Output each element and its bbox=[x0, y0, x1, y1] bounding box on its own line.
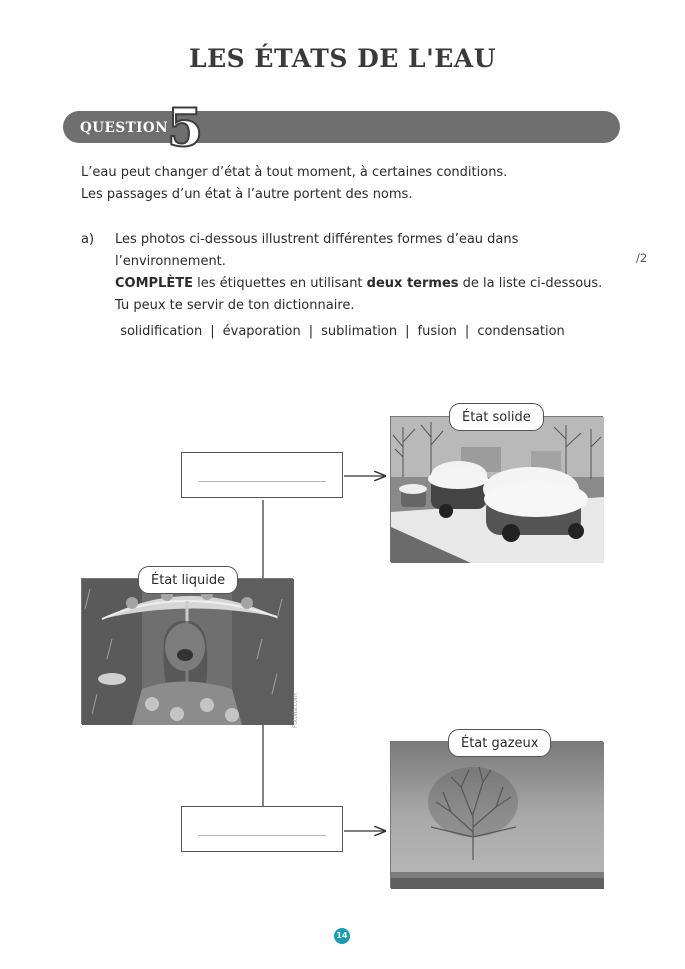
word-item: fusion bbox=[417, 324, 457, 339]
label-gas-state: État gazeux bbox=[448, 729, 551, 757]
word-separator: | bbox=[210, 324, 215, 339]
word-separator: | bbox=[308, 324, 314, 339]
photo-credit: Fotolia.com bbox=[292, 693, 299, 728]
photo-fog-tree bbox=[390, 741, 603, 888]
intro-line-2: Les passages d’un état à l’autre portent des noms. bbox=[81, 187, 413, 202]
question-label: QUESTION bbox=[80, 120, 169, 136]
page-number: 14 bbox=[334, 928, 350, 944]
word-item: sublimation bbox=[321, 324, 398, 339]
answer-line bbox=[198, 481, 326, 482]
instruction-text-end: de la liste ci-dessous. bbox=[458, 276, 603, 291]
word-separator: | bbox=[464, 324, 470, 339]
instruction-line-3: Tu peux te servir de ton dictionnaire. bbox=[115, 298, 355, 313]
intro-line-1: L’eau peut changer d’état à tout moment, à certaines conditions. bbox=[81, 165, 508, 180]
item-marker: a) bbox=[81, 232, 95, 247]
label-solid-state: État solide bbox=[449, 403, 544, 431]
word-item: condensation bbox=[477, 324, 565, 339]
word-separator: | bbox=[405, 324, 410, 339]
photo-rain-umbrella bbox=[81, 578, 293, 724]
photo-snow-cars bbox=[390, 416, 603, 562]
answer-box-top[interactable] bbox=[181, 452, 343, 498]
label-liquid-state: État liquide bbox=[138, 566, 238, 594]
word-item: évaporation bbox=[222, 324, 301, 339]
instruction-text: les étiquettes en utilisant bbox=[192, 276, 367, 291]
score-label: /2 bbox=[636, 251, 648, 265]
svg-text:5: 5 bbox=[167, 98, 204, 159]
word-item: solidification bbox=[120, 324, 203, 339]
instruction-keyword-complete: COMPLÈTE bbox=[115, 276, 193, 291]
page-title: LES ÉTATS DE L'EAU bbox=[189, 44, 496, 73]
answer-box-bottom[interactable] bbox=[181, 806, 343, 852]
instruction-keyword-terms: deux termes bbox=[366, 276, 459, 291]
instruction-line-1: Les photos ci-dessous illustrent différentes formes d’eau dans l’environnement. bbox=[115, 232, 519, 269]
answer-line bbox=[198, 835, 326, 836]
